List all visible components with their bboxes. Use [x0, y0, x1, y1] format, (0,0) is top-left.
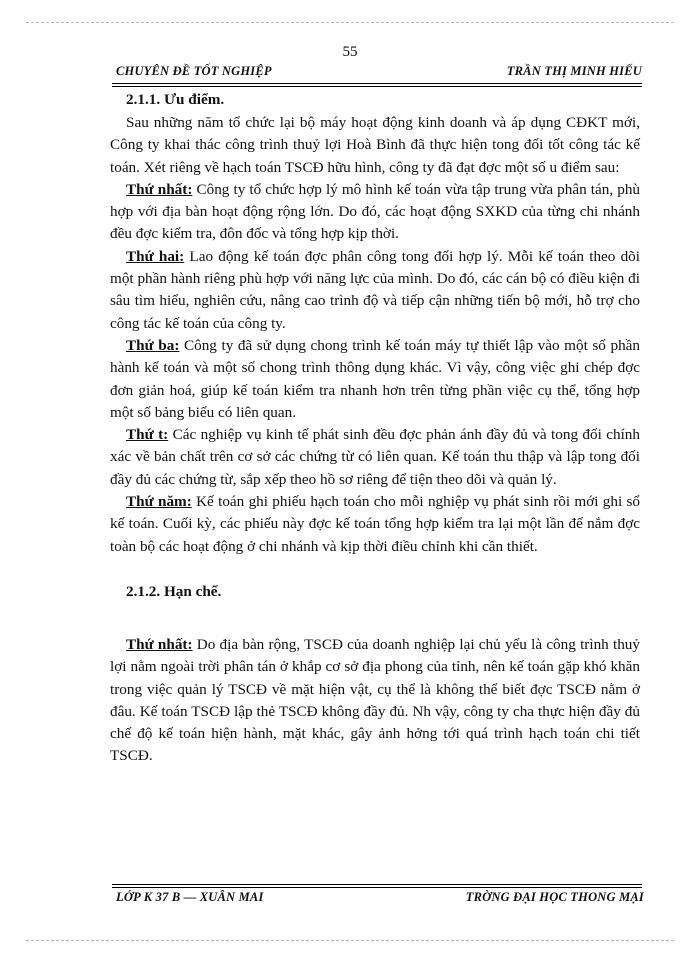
paragraph-text: Các nghiệp vụ kinh tế phát sinh đều đợc phản ánh đầy đủ và tong đối chính xác về bản chất trên cơ sở các chứng từ có liên quan. Kế toán thu thập và lập tong đối đầy đủ các chứng từ, sắp xếp theo hồ sơ riêng để tiện theo dõi và quản lý. [110, 426, 640, 488]
page-number: 55 [342, 44, 358, 60]
section-spacer [110, 604, 640, 634]
section-title-advantages: 2.1.1. Ưu điểm. [126, 91, 225, 108]
footer-school-name: TRỜNG ĐẠI HỌC THONG MẠI [465, 890, 644, 904]
advantage-paragraph-5 [110, 491, 640, 558]
top-edge-line [26, 22, 674, 23]
page-body [110, 88, 640, 768]
header-author-name: TRẦN THỊ MINH HIẾU [506, 64, 642, 78]
paragraph-label: Thứ năm: [126, 493, 192, 511]
paragraph-text: Lao động kế toán đợc phân công tong đối hợp lý. Mỗi kế toán theo dõi một phần hành riêng phù hợp với năng lực của mình. Do đó, các cán bộ có điều kiện đi sâu tìm hiểu, nghiên cứu, nâng cao trình độ và tiếp cận những tiến bộ mới, hỗ trợ cho công tác kế toán của công ty. [110, 247, 640, 332]
paragraph-label: Thứ hai: [126, 247, 185, 265]
paragraph-text: Công ty tổ chức hợp lý mô hình kế toán vừa tập trung vừa phân tán, phù hợp với địa bàn hoạt động rộng lớn. Do đó, các hoạt động SXKD của từng chi nhánh đều đợc kiểm tra, đôn đốc và tổng hợp kịp thời. [110, 180, 641, 243]
section-title-limitations: 2.1.2. Hạn chế. [126, 582, 222, 600]
paragraph-label: Thứ ba: [126, 336, 180, 354]
footer-class-name: LỚP K 37 B — XUÂN MAI [116, 890, 264, 904]
section-spacer [110, 558, 640, 580]
paragraph-text: Do địa bàn rộng, TSCĐ của doanh nghiệp lại chủ yếu là công trình thuỷ lợi nằm ngoài trời phân tán ở khắp cơ sở địa phong của tỉnh, nên kế toán gặp khó khăn trong việc quản lý TSCĐ về mặt hiện vật, cụ thể là không thể biết đợc TSCĐ nằm ở đâu. Kế toán TSCĐ lập thẻ TSCĐ không đầy đủ. Nh vậy, công ty cha thực hiện đầy đủ chế độ kế toán hiện hành, mặt khác, gây ảnh hởng tới quá trình hạch toán chi tiết TSCĐ. [110, 635, 640, 765]
advantage-paragraph-2 [110, 246, 640, 335]
limitation-paragraph-1 [110, 634, 640, 768]
header-rule [112, 83, 642, 87]
advantage-paragraph-1 [110, 179, 640, 246]
paragraph-text: Kế toán ghi phiếu hạch toán cho mỗi nghiệp vụ phát sinh rồi mới ghi sổ kế toán. Cuối kỳ, các phiếu này đợc kế toán tổng hợp kiểm tra lại một lần để nắm đợc toàn bộ các hoạt động ở chi nhánh và kịp thời điều chỉnh khi cần thiết. [110, 493, 640, 555]
header-document-title: CHUYÊN ĐỀ TỐT NGHIỆP [116, 64, 272, 78]
paragraph-label: Thứ t: [126, 426, 169, 444]
paragraph-label: Thứ nhất: [126, 635, 193, 653]
advantage-paragraph-3 [110, 335, 640, 424]
paragraph-label: Thứ nhất: [126, 180, 193, 198]
paragraph-text: Công ty đã sử dụng chong trình kế toán máy tự thiết lập vào một số phần hành kế toán và một số chong trình thông dụng khác. Vì vậy, công việc ghi chép đợc đơn giản hoá, giúp kế toán kiểm tra nhanh hơn trên từng phần việc cụ thể, tổng hợp một số bảng biểu có liên quan. [110, 336, 640, 421]
advantage-paragraph-4 [110, 424, 640, 491]
section-intro-paragraph: Sau những năm tổ chức lại bộ máy hoạt động kinh doanh và áp dụng CĐKT mới, Công ty khai thác công trình thuỷ lợi Hoà Bình đã thực hiện tong đối tốt công tác kế toán. Xét riêng về hạch toán TSCĐ hữu hình, công ty đã đạt đợc một số u điểm sau: [110, 114, 640, 176]
footer-rule [112, 884, 642, 888]
bottom-edge-line [26, 940, 674, 941]
